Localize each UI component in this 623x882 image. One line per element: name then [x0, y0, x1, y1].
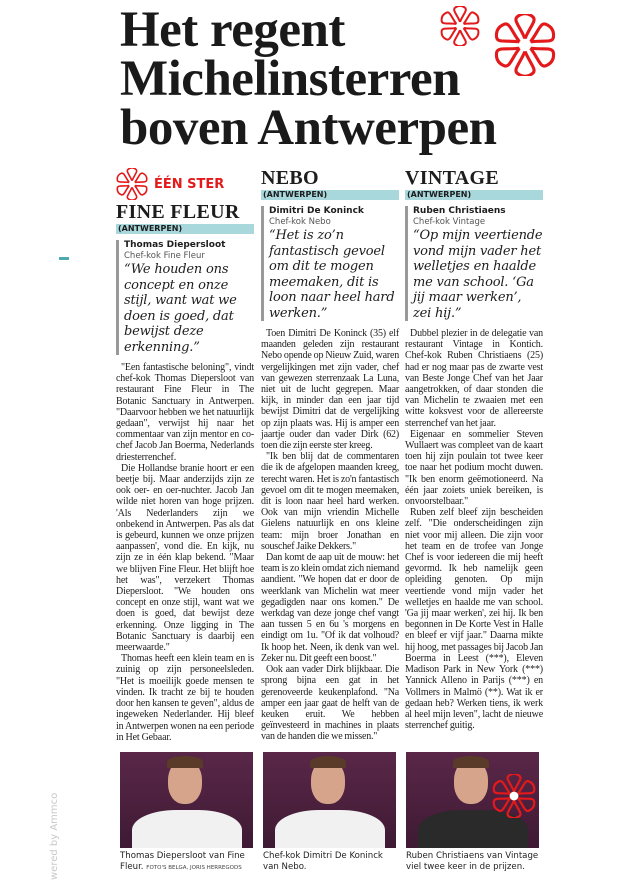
headline-line: Michelinsterren — [120, 51, 460, 107]
restaurant-name: VINTAGE — [405, 167, 499, 189]
restaurant-name: FINE FLEUR — [116, 201, 240, 223]
photo-thomas-diepersloot — [120, 752, 253, 848]
article-body — [261, 328, 399, 743]
chef-role: Chef-kok Nebo — [269, 217, 331, 227]
caption-text: Thomas Diepersloot van Fine Fleur. — [120, 851, 245, 872]
headline-line: Het regent — [120, 2, 345, 58]
quote-text: “Op mijn veertiende vond mijn vader het welletjes en haalde me van school. ‘Ga jij maar werken’, zei hij.” — [413, 228, 543, 321]
paragraph: Die Hollandse branie hoort er een beetje bij. Maar anderzijds zijn ze ook oer- en oer-nuchter. Jacob Jan wilde niet horen van hoge prijzen. 'Als Nederlanders zijn we onbekend in Antwerpen. Pas als dat is gebeurd, kunnen we onze prijzen aanpassen', vond die. En kijk, nu zijn ze in één klap bekend. "Maar we blijven Fine Fleur. Het blijft hoe het was", verzekert Thomas Diepersloot. "We houden ons concept en onze stijl, want wat we doen is goed, dat bewijst deze erkenning. Onze ligging in The Botanic Sanctuary is daarbij een meerwaarde." — [116, 462, 254, 654]
chef-name: Ruben Christiaens — [413, 206, 506, 216]
chef-role: Chef-kok Vintage — [413, 217, 486, 227]
photo-caption — [120, 851, 256, 874]
one-star-badge — [116, 168, 254, 200]
pull-quote — [116, 240, 254, 355]
paragraph: "Een fantastische beloning", vindt chef-kok Thomas Diepersloot van restaurant Fine Fleur in The Botanic Sanctuary in Antwerpen. "Daarvoor hebben we het natuurlijk gedaan", verwijst hij naar het commentaar van zijn mentor en co-chef Jacob Jan Boerma, Nederlands driesterrenchef. — [116, 362, 254, 463]
article-body — [405, 328, 543, 731]
photo-ruben-christiaens — [406, 752, 539, 848]
article-column-fine-fleur — [116, 168, 254, 743]
michelin-star-icon — [116, 168, 148, 200]
chef-role: Chef-kok Fine Fleur — [124, 251, 205, 261]
photo-caption: Chef-kok Dimitri De Koninck van Nebo. — [263, 851, 383, 872]
pull-quote — [405, 206, 543, 321]
restaurant-location: (ANTWERPEN) — [261, 190, 399, 200]
michelin-star-icon — [440, 6, 480, 46]
michelin-star-trophy-icon — [492, 774, 536, 818]
quote-text: “Het is zo’n fantastisch gevoel om dit te mogen meemaken, dit is loon naar heel hard werken.” — [269, 228, 395, 321]
paragraph: Ruben zelf bleef zijn bescheiden zelf. "Die onderscheidingen zijn niet voor mij alleen. Die zijn voor het team en de trofee van Jonge Chef is voor iedereen die mij heeft gevormd. Ik heb namelijk geen opleiding genoten. Op mijn veertiende vond mijn vader het welletjes en haalde me van school. 'Ga jij maar werken', zei hij. Ik ben begonnen in De Korte Vest in Halle en bleef er vijf jaar." Daarna mikte hij hoog, met passages bij Jacob Jan Boerma in Leest (***), Eleven Madison Park in New York (***) Yannick Alleno in Parijs (***) en Vollmers in Malmö (**). Wat ik er gedaan heb? Werken tiens, ik werk al heel mijn leven", lacht de nieuwe sterrenchef guitig. — [405, 507, 543, 732]
paragraph: Ook aan vader Dirk blijkbaar. Die sprong bijna een gat in het gerenoveerde keukenplafond. "Na amper een jaar gaat de helft van de keuken eruit. We hebben geïnvesteerd in machines in plaats van de handen die we missen." — [261, 664, 399, 743]
chef-name: Dimitri De Koninck — [269, 206, 364, 216]
pull-quote — [261, 206, 399, 321]
paragraph: Thomas heeft een klein team en is zuinig op zijn personeelsleden. "Het is moeilijk goede mensen te vinden. Ik tracht ze bij te houden door hen kansen te geven", aldus de ingeweken Nederlander. Hij bleef in Antwerpen wonen na een periode in Het Gebaar. — [116, 653, 254, 743]
watermark: wered by Ammco — [49, 792, 60, 880]
chef-name: Thomas Diepersloot — [124, 240, 226, 250]
paragraph: Toen Dimitri De Koninck (35) elf maanden geleden zijn restaurant Nebo opende op Nieuw Zuid, waren vergelijkingen met zijn vader, chef van gewezen sterrenzaak La Luna, niet uit de lucht gegrepen. Maar kijk, in minder dan een jaar tijd bewijst Dimitri dat de vergelijking op zijn plaats was. Hij is amper een jaartje ouder dan vader Dirk (62) toen die zijn eerste ster kreeg. — [261, 328, 399, 452]
restaurant-location: (ANTWERPEN) — [116, 224, 254, 234]
paragraph: Dubbel plezier in de delegatie van restaurant Vintage in Kontich. Chef-kok Ruben Christiaens (25) had er nog maar pas de zwarte vest van Beste Jonge Chef van het Jaar aangetrokken, of daar stonden die van Michelin te zwaaien met een witte koksvest voor de allereerste sterrenchef van het jaar. — [405, 328, 543, 429]
headline-line: boven Antwerpen — [120, 100, 497, 156]
photo-caption: Ruben Christiaens van Vintage viel twee keer in de prijzen. — [406, 851, 539, 872]
restaurant-name: NEBO — [261, 167, 319, 189]
paragraph: Dan komt de aap uit de mouw: het team is zo klein omdat zich niemand aandient. "We hopen dat er door de weerklank van Michelin wat meer gegadigden naar ons komen." De werkdag van deze jonge chef vangt aan tussen 5 en 6u 's morgens en eindigt om 1u. "Of ik dat volhoud? Ik hoop het. Neen, ik denk van wel. Zeker nu. Dit geeft een boost." — [261, 552, 399, 664]
margin-marker — [59, 257, 69, 260]
paragraph: "Ik ben blij dat de commentaren die ik de afgelopen maanden kreeg, terecht waren. Het is zo'n fantastisch gevoel om dit te mogen meemaken, dit is loon naar heel hard werken. Ook van mijn vriendin Michelle Gielens natuurlijk en ons kleine team: mijn broer Jonathan en souschef Jaike Dekkers." — [261, 451, 399, 552]
article-column-vintage — [405, 168, 543, 731]
restaurant-location: (ANTWERPEN) — [405, 190, 543, 200]
photo-credit: FOTO'S BELGA, JORIS HERREGODS — [146, 865, 242, 871]
michelin-star-icon — [494, 14, 556, 76]
paragraph: Eigenaar en sommelier Steven Wullaert was compleet van de kaart toen hij zijn poulain tot twee keer toe naar het podium mocht duwen. "Ik ben enorm geëmotioneerd. Na één jaar zoiets uniek bereiken, is onvoorstelbaar." — [405, 428, 543, 508]
photo-dimitri-de-koninck — [263, 752, 396, 848]
article-body — [116, 362, 254, 743]
article-column-nebo — [261, 168, 399, 743]
quote-text: “We houden ons concept en onze stijl, want wat we doen is goed, dat bewijst deze erkenning.” — [124, 262, 237, 355]
badge-label: ÉÉN STER — [154, 176, 225, 192]
